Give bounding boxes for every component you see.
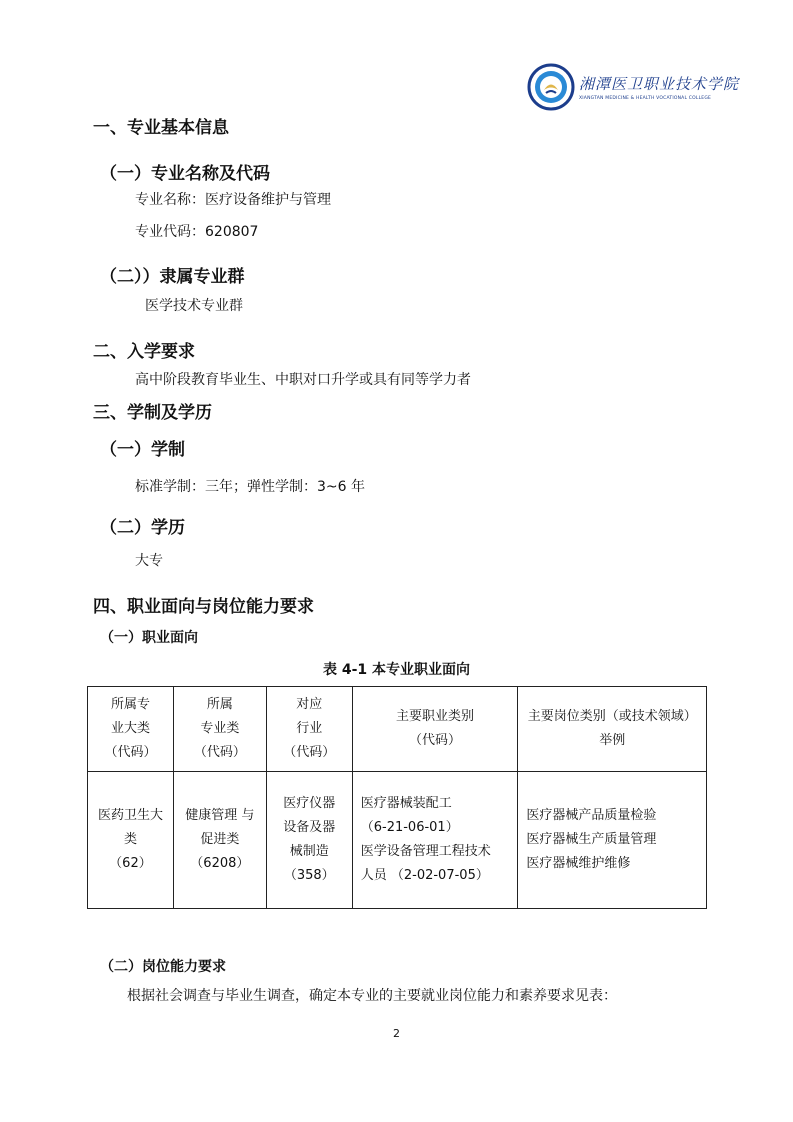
header-cell: 所属 专业类 （代码） xyxy=(173,687,266,772)
table-cell: 医药卫生大 类 （62） xyxy=(88,772,174,909)
section-1-1-heading: （一）专业名称及代码 xyxy=(100,164,270,184)
college-name-cn: 湘潭医卫职业技术学院 xyxy=(579,75,740,93)
header-cell: 主要岗位类别（或技术领域） 举例 xyxy=(518,687,707,772)
college-name-en: XIANGTAN MEDICINE & HEALTH VOCATIONAL COLLEGE xyxy=(579,96,712,101)
header-cell: 所属专 业大类 （代码） xyxy=(88,687,174,772)
table-cell: 医疗仪器 设备及器 械制造 （358） xyxy=(266,772,352,909)
section-1-heading: 一、专业基本信息 xyxy=(93,118,229,138)
college-emblem-icon xyxy=(527,63,575,111)
section-4-heading: 四、职业面向与岗位能力要求 xyxy=(93,597,314,617)
duration-line: 标准学制：三年；弹性学制：3~6 年 xyxy=(135,479,365,495)
section-4-2-paragraph: 根据社会调查与毕业生调查，确定本专业的主要就业岗位能力和素养要求见表： xyxy=(127,988,617,1004)
major-name-line: 专业名称：医疗设备维护与管理 xyxy=(135,192,331,208)
table-cell: 医疗器械装配工 （6-21-06-01） 医学设备管理工程技术 人员 （2-02-07-05） xyxy=(352,772,518,909)
section-1-2-heading: （二））隶属专业群 xyxy=(100,267,245,287)
table-row xyxy=(88,772,707,909)
header-cell: 主要职业类别 （代码） xyxy=(352,687,518,772)
section-3-heading: 三、学制及学历 xyxy=(93,403,212,423)
section-4-1-heading: （一）职业面向 xyxy=(100,630,198,646)
college-logo xyxy=(527,63,739,111)
major-code-line: 专业代码：620807 xyxy=(135,224,259,240)
section-4-2-heading: （二）岗位能力要求 xyxy=(100,959,226,975)
degree-line: 大专 xyxy=(135,553,163,569)
table-header-row xyxy=(88,687,707,772)
section-3-1-heading: （一）学制 xyxy=(100,440,185,460)
occupation-table xyxy=(87,686,707,909)
major-group-line: 医学技术专业群 xyxy=(145,298,243,314)
table-cell: 健康管理 与 促进类 （6208） xyxy=(173,772,266,909)
page-number: 2 xyxy=(393,1027,400,1040)
admission-line: 高中阶段教育毕业生、中职对口升学或具有同等学力者 xyxy=(135,372,471,388)
section-3-2-heading: （二）学历 xyxy=(100,518,185,538)
table-cell: 医疗器械产品质量检验 医疗器械生产质量管理 医疗器械维护维修 xyxy=(518,772,707,909)
section-2-heading: 二、入学要求 xyxy=(93,342,195,362)
table-caption: 表 4-1 本专业职业面向 xyxy=(322,662,471,678)
header-cell: 对应 行业 （代码） xyxy=(266,687,352,772)
